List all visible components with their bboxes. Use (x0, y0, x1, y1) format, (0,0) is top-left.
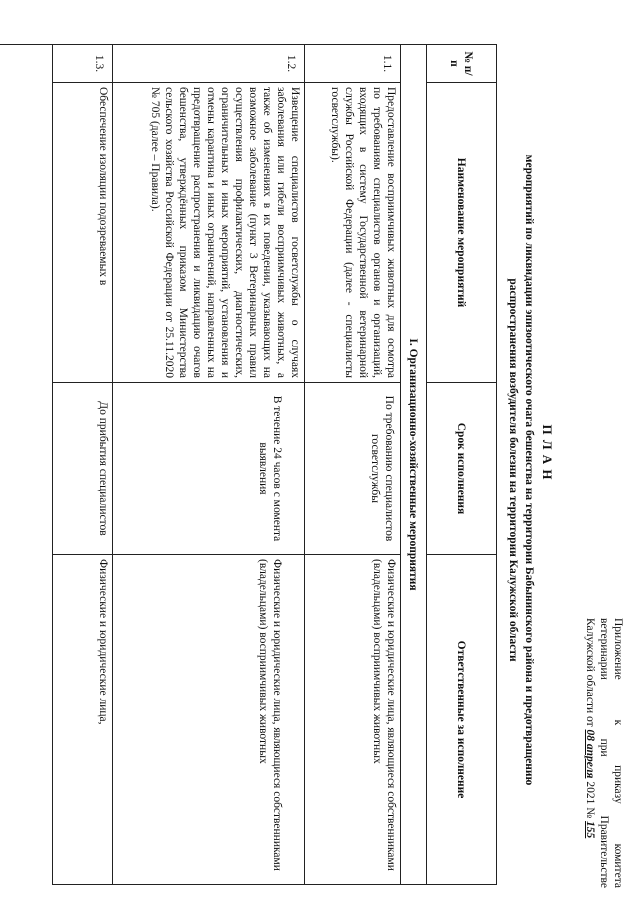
appendix-date: 08 апреля (584, 729, 596, 779)
section-title: I. Организационно-хозяйственные мероприятия (400, 45, 426, 885)
appendix-block (583, 618, 625, 888)
row-name: Извещение специалистов госветслужбы о случаях заболевания или гибели восприимчивых животных, а также об изменениях в их поведении, указывающих на возможное заболевание (пункт 3 Ветеринарных правил осуществления профилактических, диагностических, ограничительных и иных мероприятий, установления и отмены карантина и иных ограничений, направленных на предотвращение распространения и ликвидацию очагов бешенства, утверждённых приказом Министерства сельского хозяйства Российской Федерации от 25.11.2020 № 705 (далее – Правила). (112, 83, 304, 383)
appendix-year: 2021 № (584, 781, 596, 819)
header-responsible: Ответственные за исполнение (426, 555, 496, 885)
appendix-word: комитета (612, 843, 624, 888)
row-responsible: Физические и юридические лица, являющиеся собственниками (владельцами) восприимчивых животных (304, 555, 400, 885)
header-num: № п/п (426, 45, 496, 83)
appendix-word: Правительстве (598, 815, 610, 888)
appendix-line-3 (583, 618, 597, 888)
appendix-word: приказу (612, 765, 624, 804)
appendix-word: ветеринарии (598, 618, 610, 680)
appendix-line-2 (597, 618, 611, 888)
row-deadline: До прибытия специалистов (52, 383, 112, 555)
header-deadline: Срок исполнения (426, 383, 496, 555)
row-name: Обеспечение изоляции подозреваемых в (52, 83, 112, 383)
row-responsible: Физические и юридические лица, являющиеся собственниками (владельцами) восприимчивых животных (112, 555, 304, 885)
document-subtitle: мероприятий по ликвидации эпизоотического очага бешенства на территории Бабынинского района и предотвращению (523, 154, 535, 786)
row-deadline: По требованию специалистов госветслужбы (304, 383, 400, 555)
appendix-word: к (612, 719, 624, 726)
document-subtitle: распространения возбудителя болезни на территории Калужской области (507, 278, 519, 662)
row-num: 1.2. (112, 45, 304, 83)
appendix-prefix: Калужской области от (584, 618, 596, 727)
appendix-line-1 (611, 618, 625, 888)
appendix-word: при (598, 738, 610, 757)
appendix-number: 155 (584, 821, 596, 839)
row-num: 1.1. (304, 45, 400, 83)
row-deadline: В течение 24 часов с момента выявления (112, 383, 304, 555)
document-title: П Л А Н (540, 424, 555, 481)
row-name: Предоставление восприимчивых животных для осмотра по требованиям специалистов органов и организаций, входящих в систему Государственной ветеринарной службы Российской Федерации (далее - специалисты госветслужбы). (304, 83, 400, 383)
header-name: Наименование мероприятий (426, 83, 496, 383)
appendix-word: Приложение (612, 618, 624, 680)
row-responsible: Физические и юридические лица, (52, 555, 112, 885)
row-num: 1.3. (52, 45, 112, 83)
plan-table (0, 44, 497, 885)
